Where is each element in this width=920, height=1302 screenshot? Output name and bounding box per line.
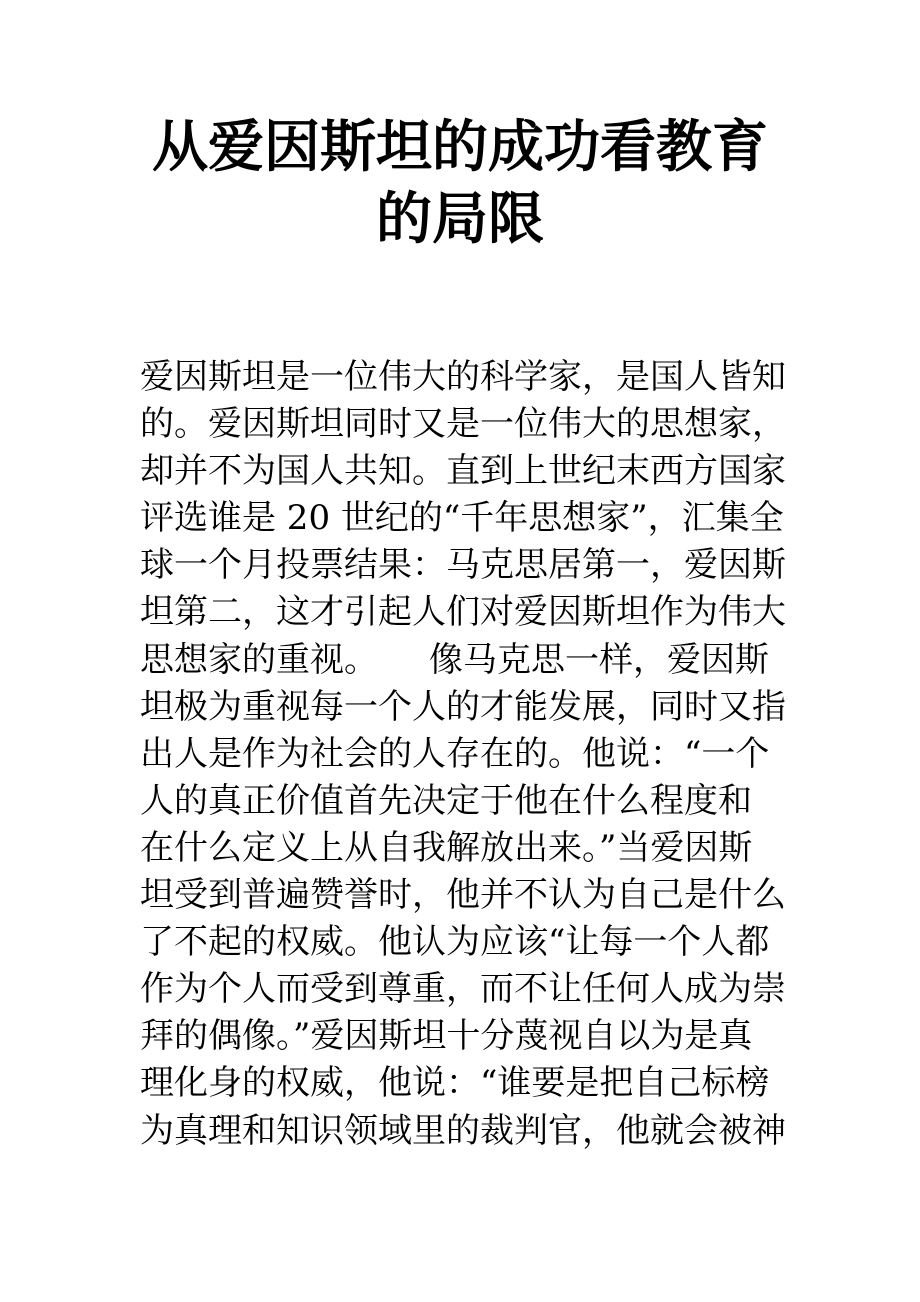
- body-line: 拜的偶像。”爱因斯坦十分蔑视自以为是真: [140, 1016, 753, 1057]
- body-line: 思想家的重视。 像马克思一样，爱因斯: [140, 639, 769, 680]
- body-line: 在什么定义上从自我解放出来。”当爱因斯: [140, 827, 753, 868]
- body-line: 的。爱因斯坦同时又是一位伟大的思想家，: [140, 404, 786, 445]
- body-line: 为真理和知识领域里的裁判官，他就会被神: [140, 1110, 786, 1151]
- title-line: 从爱因斯坦的成功看教育: [152, 115, 768, 180]
- body-line: 了不起的权威。他认为应该“让每一个人都: [140, 922, 770, 963]
- body-line: 球一个月投票结果：马克思居第一，爱因斯: [140, 545, 786, 586]
- title-line: 的局限: [376, 187, 544, 252]
- body-line: 坦第二，这才引起人们对爱因斯坦作为伟大: [140, 592, 786, 633]
- body-line: 出人是作为社会的人存在的。他说：“一个: [140, 733, 770, 774]
- body-line: 坦极为重视每一个人的才能发展，同时又指: [140, 686, 786, 727]
- body-line: 爱因斯坦是一位伟大的科学家，是国人皆知: [140, 357, 786, 397]
- document-title: [60, 112, 860, 256]
- body-line: 人的真正价值首先决定于他在什么程度和: [140, 780, 752, 821]
- article-body: [140, 354, 820, 1155]
- body-line: 坦受到普遍赞誉时，他并不认为自己是什么: [140, 875, 786, 916]
- body-line: 评选谁是 20 世纪的“千年思想家”，汇集全: [140, 498, 784, 539]
- body-line: 作为个人而受到尊重，而不让任何人成为崇: [140, 969, 786, 1010]
- body-line: 却并不为国人共知。直到上世纪末西方国家: [140, 451, 786, 492]
- body-line: 理化身的权威，他说：“谁要是把自己标榜: [140, 1063, 770, 1104]
